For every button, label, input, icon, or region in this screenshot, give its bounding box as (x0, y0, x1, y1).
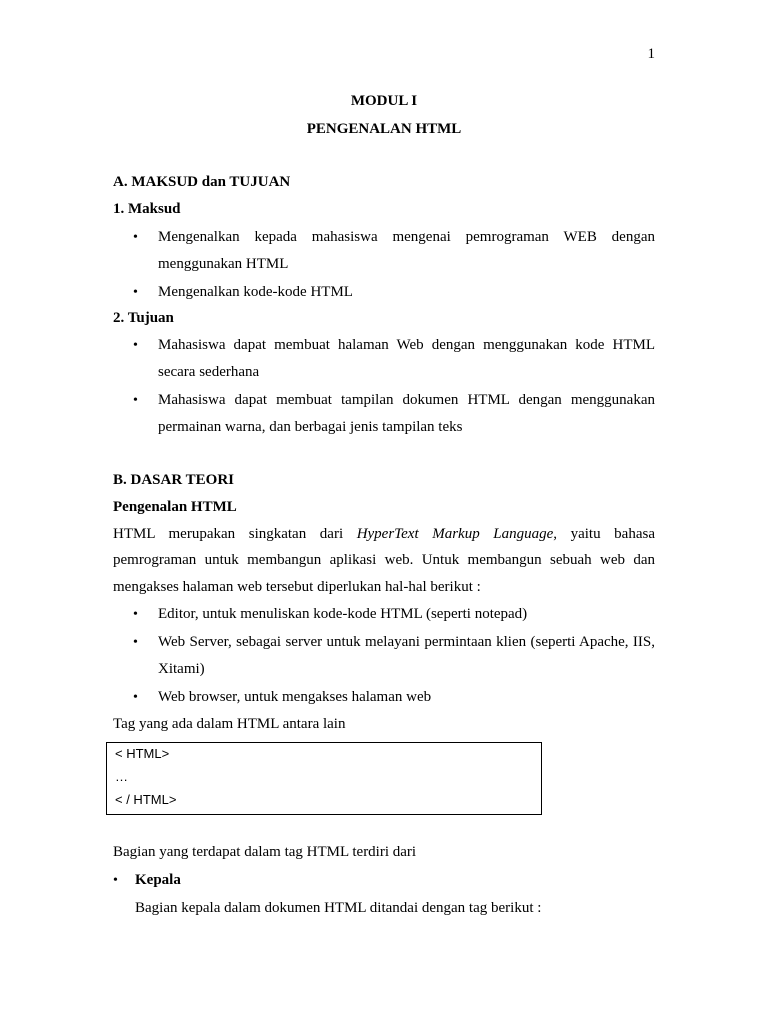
requirement-bullet-browser: Web browser, untuk mengakses halaman web (158, 689, 432, 705)
section-a-heading: A. MAKSUD dan TUJUAN (113, 174, 291, 190)
paragraph-line-3: mengakses halaman web tersebut diperlukan hal-hal berikut : (113, 579, 481, 595)
paragraph-line-1-start: HTML merupakan singkatan dari (113, 526, 357, 542)
bullet-dot: • (133, 607, 138, 622)
requirement-bullet-editor: Editor, untuk menuliskan kode-kode HTML (seperti notepad) (158, 606, 528, 622)
paragraph-line-2: pemrograman untuk membangun aplikasi web. Untuk membangun sebuah web dan (113, 552, 655, 568)
tujuan-bullet-1-line-2: secara sederhana (158, 364, 260, 380)
module-subtitle: PENGENALAN HTML (306, 121, 462, 137)
module-title: MODUL I (350, 93, 418, 109)
tujuan-bullet-1-line-1: Mahasiswa dapat membuat halaman Web dengan menggunakan kode HTML (158, 337, 655, 353)
requirement-bullet-webserver-line-2: Xitami) (158, 661, 205, 677)
maksud-bullet-2: Mengenalkan kode-kode HTML (158, 284, 353, 300)
section-b-heading: B. DASAR TEORI (113, 472, 235, 488)
bullet-dot: • (133, 285, 138, 300)
tujuan-bullet-2-line-2: permainan warna, dan berbagai jenis tampilan teks (158, 419, 463, 435)
maksud-bullet-1-line-1: Mengenalkan kepada mahasiswa mengenai pemrograman WEB dengan (158, 229, 655, 245)
kepala-description: Bagian kepala dalam dokumen HTML ditandai dengan tag berikut : (135, 900, 542, 916)
bullet-dot: • (133, 635, 138, 650)
bullet-dot: • (133, 230, 138, 245)
tag-intro: Tag yang ada dalam HTML antara lain (113, 716, 346, 732)
bullet-dot: • (133, 690, 138, 705)
code-line-close: < / HTML> (115, 792, 177, 807)
maksud-bullet-1-line-2: menggunakan HTML (158, 256, 289, 272)
pengenalan-html-heading: Pengenalan HTML (113, 499, 237, 515)
code-line-ellipsis: … (115, 769, 128, 784)
paragraph-line-1 (113, 526, 655, 543)
bagian-intro: Bagian yang terdapat dalam tag HTML terdiri dari (113, 844, 417, 860)
page-number: 1 (647, 46, 655, 62)
bullet-dot: • (133, 393, 138, 408)
code-box (106, 742, 542, 815)
code-line-open: < HTML> (115, 746, 170, 761)
requirement-bullet-webserver-line-1: Web Server, sebagai server untuk melayani permintaan klien (seperti Apache, IIS, (158, 634, 655, 650)
tujuan-bullet-2-line-1: Mahasiswa dapat membuat tampilan dokumen HTML dengan menggunakan (158, 392, 655, 408)
kepala-label: Kepala (135, 872, 181, 888)
tujuan-heading: 2. Tujuan (113, 310, 174, 326)
bullet-dot: • (113, 873, 118, 888)
bullet-dot: • (133, 338, 138, 353)
paragraph-line-1-end: , yaitu bahasa (553, 526, 655, 542)
paragraph-line-1-term: HyperText Markup Language (356, 526, 554, 542)
maksud-heading: 1. Maksud (113, 201, 181, 217)
